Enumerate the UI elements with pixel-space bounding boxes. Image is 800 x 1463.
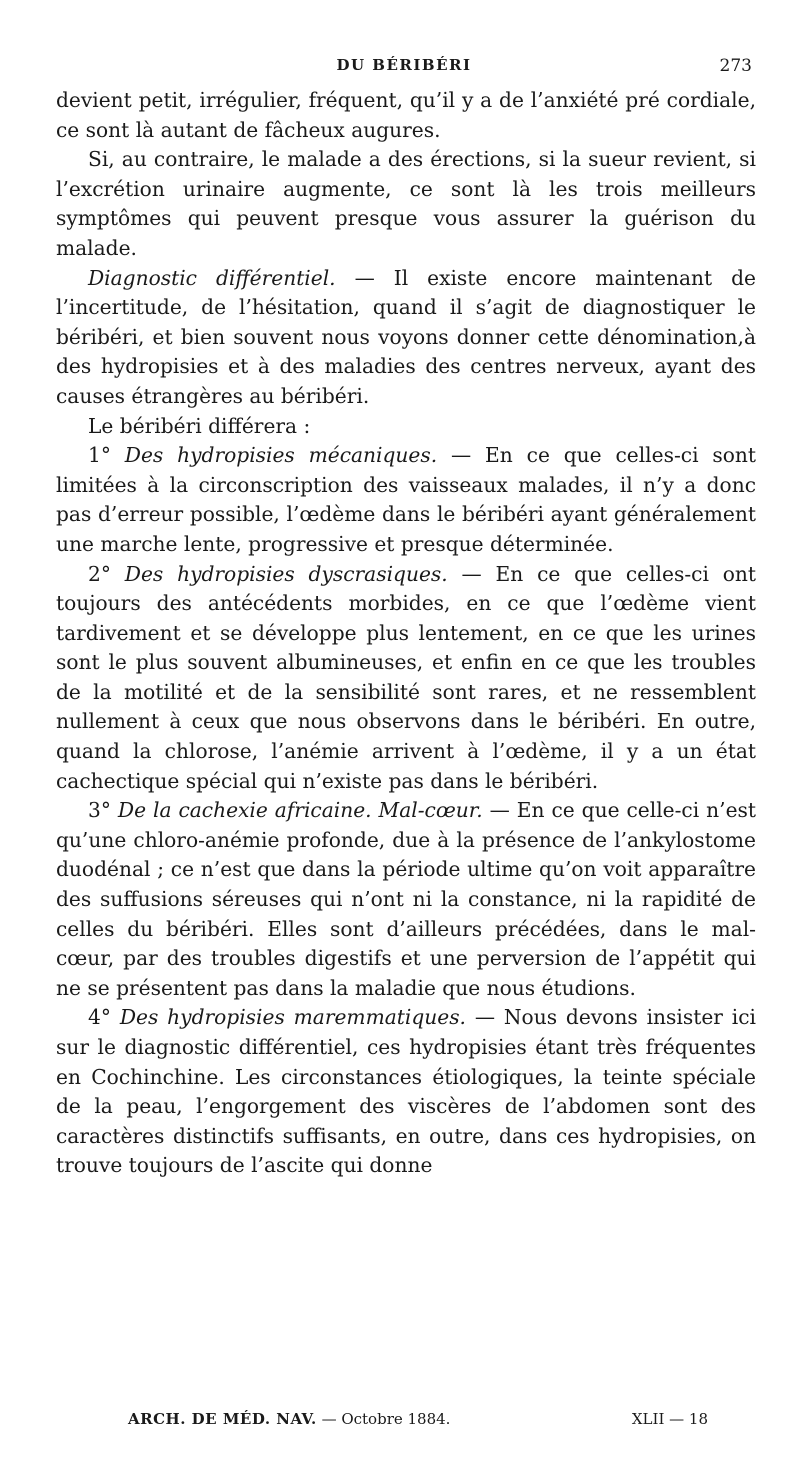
running-header: [56, 56, 752, 80]
text-run: — En ce que celles-ci sont limitées à la circonscription des vaisseaux malades, il n’y a donc pas d’erreur possible, l’œdème dans le béribéri ayant généralement une marche lente, progressive et presque déterminée.: [56, 443, 757, 556]
body-text: [56, 86, 756, 1181]
footer: [128, 1410, 708, 1428]
text-run: 2°: [88, 561, 125, 586]
footer-citation: [128, 1410, 450, 1428]
text-run: — Il existe encore maintenant de l’incertitude, de l’hésitation, quand il s’agit de diagnostiquer le béribéri, et bien souvent nous voyons donner cette dénomination,à des hydropisies et à des maladies des centres nerveux, ayant des causes étrangères au béribéri.: [56, 265, 756, 408]
text-run: — Nous devons insister ici sur le diagnostic différentiel, ces hydropisies étant très fréquentes en Cochinchine. Les circonstances étiologiques, la teinte spéciale de la peau, l’engorgement des viscères de l’abdomen sont des caractères distinctifs suffisants, en outre, dans ces hydropisies, on trouve toujours de l’ascite qui donne: [56, 1005, 757, 1178]
text-run: 1°: [88, 443, 125, 468]
text-run: Si, au contraire, le malade a des érections, si la sueur revient, si l’excrétion urinaire augmente, ce sont là les trois meilleurs symptômes qui peuvent presque vous assurer la guérison du malade.: [56, 147, 756, 260]
paragraph: [56, 560, 756, 797]
paragraph: [56, 441, 756, 559]
paragraph: [56, 1003, 756, 1181]
text-run: devient petit, irrégulier, fréquent, qu’il y a de l’anxiété pré cordiale, ce sont là autant de fâcheux augures.: [56, 88, 756, 142]
italic-heading: Des hydropisies mécaniques.: [124, 443, 438, 468]
text-run: 3°: [88, 798, 118, 823]
footer-volume: XLII — 18: [631, 1410, 708, 1428]
footer-date: — Octobre 1884.: [321, 1410, 451, 1428]
text-run: 4°: [88, 1005, 120, 1030]
paragraph: [56, 412, 756, 442]
paragraph: [56, 86, 756, 145]
text-run: Le béribéri différera :: [88, 413, 311, 438]
page-number: 273: [719, 56, 752, 76]
text-run: — En ce que celles-ci ont toujours des antécédents morbides, en ce que l’œdème vient tardivement et se développe plus lentement, en ce que les urines sont le plus souvent albumineuses, et enfin en ce que les troubles de la motilité et de la sensibilité sont rares, et ne ressemblent nullement à ceux que nous observons dans le béribéri. En outre, quand la chlorose, l’anémie arrivent à l’œdème, il y a un état cachectique spécial qui n’existe pas dans le béribéri.: [56, 561, 756, 793]
italic-heading: Des hydropisies dyscrasiques.: [124, 561, 448, 586]
running-title: DU BÉRIBÉRI: [336, 56, 472, 74]
italic-heading: Diagnostic différentiel.: [88, 265, 336, 290]
footer-journal: ARCH. DE MÉD. NAV.: [128, 1410, 317, 1428]
paragraph: [56, 145, 756, 263]
italic-heading: De la cachexie africaine. Mal-cœur.: [117, 798, 483, 823]
paragraph: [56, 264, 756, 412]
text-run: — En ce que celle-ci n’est qu’une chloro-anémie profonde, due à la présence de l’ankylostome duodénal ; ce n’est que dans la période ultime qu’on voit apparaître des suffusions séreuses qui n’ont ni la constance, ni la rapidité de celles du béribéri. Elles sont d’ailleurs précédées, dans le mal-cœur, par des troubles digestifs et une perversion de l’appétit qui ne se présentent pas dans la maladie que nous étudions.: [56, 798, 756, 1000]
italic-heading: Des hydropisies maremmatiques.: [119, 1005, 466, 1030]
paragraph: [56, 796, 756, 1003]
